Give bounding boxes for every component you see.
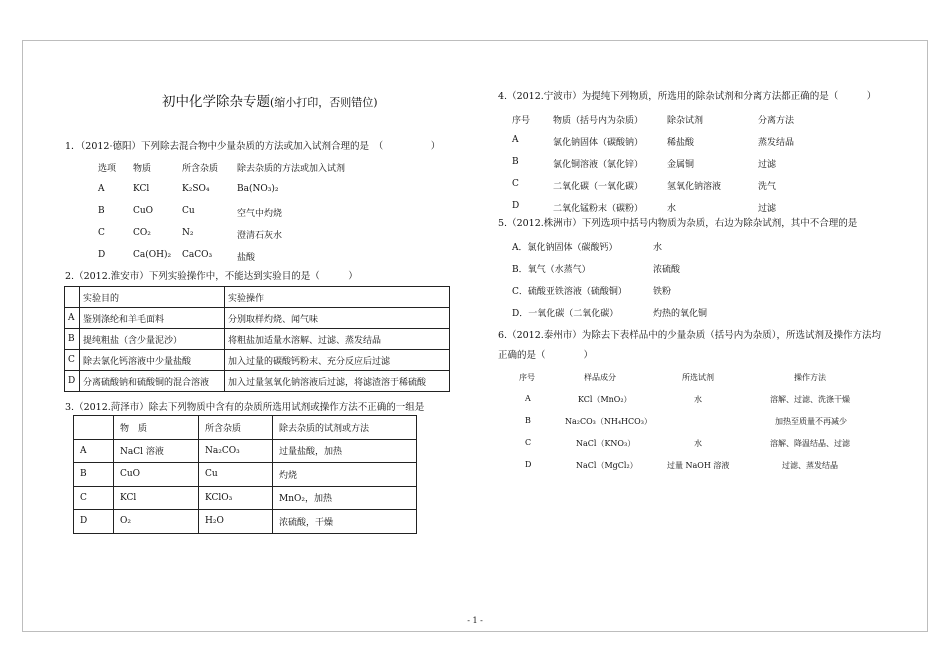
q2-cell: A [65,308,80,329]
q2-cell: D [65,371,80,392]
q2-header-cell: 实验目的 [80,287,225,308]
q2-cell: C [65,350,80,371]
q3-row [74,439,417,463]
q3-cell: C [74,486,114,510]
q2-table [64,286,450,392]
q2-stem: 2.（2012.淮安市）下列实验操作中，不能达到实验目的是（ ） [65,271,358,282]
q1-cell: 盐酸 [237,253,256,263]
q1-cell: CO₂ [133,228,151,238]
q3-cell: Cu [199,463,273,487]
q6-cell: C [525,438,532,447]
q3-header-cell: 除去杂质的试剂或方法 [273,416,417,440]
q6-cell: 溶解、过滤、洗涤干燥 [770,395,850,404]
q3-cell: KCl [114,486,199,510]
q3-table [73,415,417,534]
q3-header-cell: 物 质 [114,416,199,440]
q6-cell: NaCl（KNO₃） [576,439,636,448]
q4-cell: 氯化钠固体（碳酸钠） [553,138,644,148]
q4-cell: 氢氧化钠溶液 [667,182,722,192]
q6-header-cell: 序号 [519,373,535,382]
q1-header-cell: 物质 [133,164,152,174]
q2-cell: 分离硫酸钠和硫酸铜的混合溶液 [80,371,225,392]
q3-cell: 灼烧 [273,463,417,487]
q5-option-text: D．一氧化碳（二氧化碳） [512,309,619,319]
q1-cell: 空气中灼烧 [237,209,283,219]
q3-cell: 浓硫酸，干燥 [273,510,417,534]
q2-cell: 提纯粗盐（含少量泥沙） [80,329,225,350]
q1-cell: Ca(OH)₂ [133,250,172,260]
q6-cell: 溶解、降温结晶、过滤 [770,439,850,448]
q4-cell: 氯化铜溶液（氯化锌） [553,160,644,170]
q3-cell: 过量盐酸，加热 [273,439,417,463]
q3-cell: NaCl 溶液 [114,439,199,463]
q6-cell: 加热至质量不再减少 [775,417,847,426]
q5-option-text: C．硫酸亚铁溶液（硫酸铜） [512,287,627,297]
q3-cell: B [74,463,114,487]
q1-cell: A [98,184,105,194]
q4-cell: D [512,201,520,211]
q2-cell: 加入过量的碳酸钙粉末、充分反应后过滤 [225,350,450,371]
q4-header-cell: 分离方法 [758,116,795,126]
q4-cell: B [512,157,519,167]
q6-cell: 过滤、蒸发结晶 [782,461,838,470]
q4-cell: 水 [667,204,677,214]
q3-cell: O₂ [114,510,199,534]
q1-header-cell: 除去杂质的方法或加入试剂 [237,164,346,174]
q4-cell: 过滤 [758,160,777,170]
q4-cell: 稀盐酸 [667,138,695,148]
q3-cell: H₂O [199,510,273,534]
q3-cell: CuO [114,463,199,487]
q4-cell: 金属铜 [667,160,695,170]
q1-cell: N₂ [182,228,194,238]
q3-cell: A [74,439,114,463]
q2-header-cell [65,287,80,308]
q1-cell: Cu [182,206,195,216]
q4-cell: C [512,179,519,189]
q4-header-cell: 序号 [512,116,531,126]
q2-row [65,350,450,371]
q3-stem: 3.（2012.菏泽市）除去下列物质中含有的杂质所选用试剂或操作方法不正确的一组是 [65,402,425,413]
q4-cell: 二氧化锰粉末（碳粉） [553,204,644,214]
q5-option-reagent: 铁粉 [653,287,672,297]
q2-row [65,371,450,392]
q3-cell: D [74,510,114,534]
q2-cell: 将粗盐加适量水溶解、过滤、蒸发结晶 [225,329,450,350]
q3-header-row [74,416,417,440]
q3-row [74,463,417,487]
q2-cell: 加入过量氢氧化钠溶液后过滤，将滤渣溶于稀硫酸 [225,371,450,392]
q5-stem: 5.（2012.株洲市）下列选项中括号内物质为杂质，右边为除杂试剂，其中不合理的是 [498,218,858,229]
q3-header-cell: 所含杂质 [199,416,273,440]
q3-cell: KClO₃ [199,486,273,510]
q5-option-text: A．氯化钠固体（碳酸钙） [512,243,618,253]
q6-cell: B [525,416,531,425]
q6-stem-line2: 正确的是（ ） [498,350,594,361]
q3-header-cell [74,416,114,440]
q2-cell: B [65,329,80,350]
q2-cell: 除去氯化钙溶液中少量盐酸 [80,350,225,371]
q5-option-text: B．氧气（水蒸气） [512,265,591,275]
q4-header-cell: 物质（括号内为杂质） [553,116,644,126]
q5-option-reagent: 水 [653,243,663,253]
title-note: (缩小打印，否则错位) [270,96,378,109]
q6-header-cell: 样品成分 [584,373,616,382]
q1-cell: B [98,206,105,216]
q2-row [65,329,450,350]
q4-cell: 蒸发结晶 [758,138,795,148]
q3-cell: MnO₂，加热 [273,486,417,510]
page-number: - 1 - [467,616,483,625]
q4-cell: 二氧化碳（一氧化碳） [553,182,644,192]
q4-cell: 洗气 [758,182,777,192]
q2-cell: 鉴别涤纶和羊毛面料 [80,308,225,329]
q4-cell: 过滤 [758,204,777,214]
title-text: 初中化学除杂专题 [162,94,270,110]
q4-header-cell: 除杂试剂 [667,116,704,126]
q5-option-reagent: 灼热的氧化铜 [653,309,708,319]
q6-cell: D [525,460,532,469]
q2-row [65,308,450,329]
q1-cell: K₂SO₄ [182,184,210,194]
q2-header-row [65,287,450,308]
q3-row [74,486,417,510]
q4-cell: A [512,135,519,145]
q1-cell: KCl [133,184,150,194]
q6-header-cell: 所选试剂 [682,373,714,382]
page-title [162,90,378,110]
q2-header-cell: 实验操作 [225,287,450,308]
q1-cell: CaCO₃ [182,250,213,260]
q1-cell: D [98,250,106,260]
q6-cell: 水 [694,395,702,404]
q6-stem-line1: 6.（2012.泰州市）为除去下表样品中的少量杂质（括号内为杂质），所选试剂及操作方法均 [498,330,882,341]
q6-cell: Na₂CO₃（NH₄HCO₃） [565,417,652,426]
q2-cell: 分别取样灼烧、闻气味 [225,308,450,329]
q1-stem: 1．（2012·德阳）下列除去混合物中少量杂质的方法或加入试剂合理的是 （ ） [65,141,441,152]
q1-header-cell: 所含杂质 [182,164,219,174]
q3-cell: Na₂CO₃ [199,439,273,463]
q1-cell: C [98,228,105,238]
q4-stem: 4.（2012.宁波市）为提纯下列物质，所选用的除杂试剂和分离方法都正确的是（ ） [498,91,877,102]
q6-cell: A [525,394,531,403]
q1-cell: Ba(NO₃)₂ [237,184,279,194]
q1-cell: 澄清石灰水 [237,231,283,241]
q6-header-cell: 操作方法 [794,373,826,382]
q6-cell: 水 [694,439,702,448]
q6-cell: NaCl（MgCl₂） [576,461,638,470]
q5-option-reagent: 浓硫酸 [653,265,681,275]
q6-cell: KCl（MnO₂） [578,395,632,404]
q1-header-cell: 选项 [98,164,117,174]
q3-row [74,510,417,534]
q6-cell: 过量 NaOH 溶液 [667,461,730,470]
q1-cell: CuO [133,206,154,216]
